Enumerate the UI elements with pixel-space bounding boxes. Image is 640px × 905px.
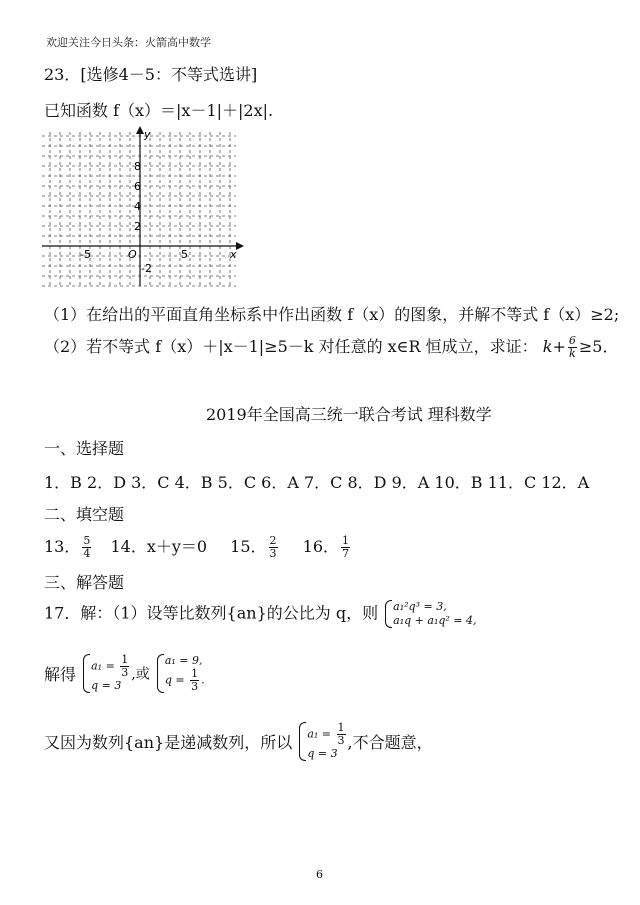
solve-label: 解得: [44, 665, 77, 684]
decreasing-line: [44, 722, 433, 761]
x-axis-label: x: [230, 248, 237, 261]
q23-part2-plus: +: [552, 337, 566, 356]
q17-system: a₁²q³ = 3, a₁q + a₁q² = 4,: [383, 600, 476, 628]
coordinate-grid: [40, 126, 245, 291]
x-tick-label: -5: [80, 248, 91, 261]
header-note: 欢迎关注今日头条：火箭高中数学: [46, 36, 211, 49]
solution-system-2: a₁ = 9, q = $\frac{1}{3}$ .: [155, 654, 205, 693]
fraction-2-over-3: $\frac{2}{3}$: [269, 534, 277, 560]
q23-part2-k: k: [542, 337, 553, 356]
solution-system-3: a₁ = $\frac{1}{3}$ q = 3: [297, 722, 347, 761]
decreasing-text: 又因为数列{an}是递减数列，所以: [44, 733, 293, 752]
solve-heading: 三、解答题: [44, 573, 125, 592]
or-label: ,或: [131, 666, 150, 683]
q17-intro-line: [44, 600, 477, 628]
page-number: 6: [316, 868, 323, 881]
q23-part2-text: （2）若不等式 f（x）＋|x－1|≥5－k 对任意的 x∈R 恒成立，求证：: [44, 337, 538, 356]
y-tick-label: 4: [134, 200, 141, 213]
fraction-1-over-7: $\frac{1}{7}$: [342, 534, 350, 560]
q23-part2: [44, 334, 618, 360]
x-tick-label: 5: [181, 248, 188, 261]
mc-heading: 一、选择题: [44, 439, 125, 458]
y-axis-arrow: [136, 126, 144, 134]
fill-heading: 二、填空题: [44, 505, 125, 524]
y-tick-label: 2: [134, 220, 141, 233]
solution-system-1: a₁ = $\frac{1}{3}$ q = 3: [81, 654, 131, 693]
fill-answers: 13． $\frac{5}{4}$ 14．x＋y＝0 15． $\frac{2}{3}$ 16． $\frac{1}{7}$: [44, 534, 350, 560]
y-tick-label: 6: [134, 180, 141, 193]
q17-intro: 17．解：（1）设等比数列{an}的公比为 q，则: [44, 603, 379, 623]
y-tick-label: 8: [134, 160, 141, 173]
y-tick-label: -2: [141, 262, 152, 275]
q23-part1: （1）在给出的平面直角坐标系中作出函数 f（x）的图象，并解不等式 f（x）≥2;: [44, 305, 620, 324]
not-fit-text: ,不合题意，: [347, 733, 433, 752]
y-axis-label: y: [144, 128, 151, 141]
mc-answers: 1．B 2．D 3．C 4．B 5．C 6．A 7．C 8．D 9．A 10．B 11．C 12．A: [44, 473, 590, 492]
fraction-5-over-4: $\frac{5}{4}$: [83, 534, 91, 560]
solution-line: [44, 654, 205, 693]
q23-title: 23．[选修4－5：不等式选讲]: [44, 65, 258, 84]
origin-label: O: [128, 248, 137, 261]
answers-section-title: 2019年全国高三统一联合考试 理科数学: [206, 405, 492, 424]
q23-part2-rest: ≥5．: [578, 337, 619, 356]
q23-given: 已知函数 f（x）＝|x－1|＋|2x|.: [44, 101, 274, 120]
fraction-6-over-k: $\frac{6}{k}$: [568, 334, 576, 360]
x-axis-arrow: [236, 242, 244, 250]
